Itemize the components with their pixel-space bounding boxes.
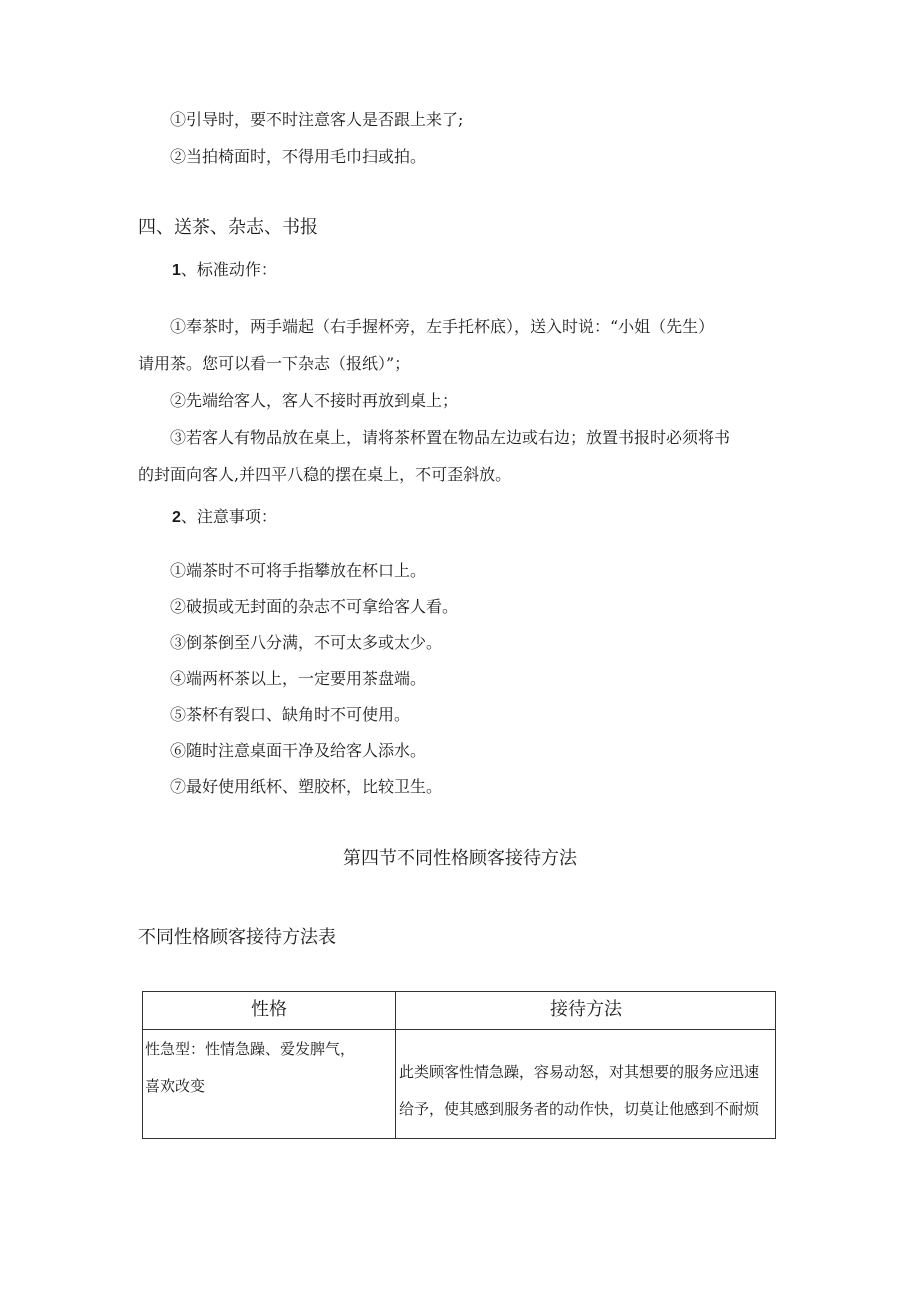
subheading-label: 、标准动作：	[180, 260, 277, 279]
section-title: 第四节不同性格顾客接待方法	[343, 848, 577, 869]
subheading-standard-actions	[172, 260, 277, 281]
guide-note-2: ②当拍椅面时，不得用毛巾扫或拍。	[170, 147, 427, 166]
standard-action-2: ②先端给客人，客人不接时再放到桌上；	[170, 391, 459, 410]
precaution-item: ⑦最好使用纸杯、塑胶杯，比较卫生。	[170, 777, 443, 796]
table-header-personality: 性格	[251, 999, 287, 1020]
subheading-label: 、注意事项：	[180, 507, 277, 526]
table-header-method: 接待方法	[550, 999, 622, 1020]
section-heading-tea: 四、送茶、杂志、书报	[138, 217, 318, 238]
table-cell-personality-line1: 性急型：性情急躁、爱发脾气，	[145, 1040, 356, 1058]
subheading-precautions	[172, 507, 277, 528]
precaution-item: ⑤茶杯有裂口、缺角时不可使用。	[170, 705, 411, 724]
precaution-item: ②破损或无封面的杂志不可拿给客人看。	[170, 597, 459, 616]
customer-personality-table	[142, 991, 776, 1139]
table-caption: 不同性格顾客接待方法表	[138, 927, 336, 948]
precaution-item: ⑥随时注意桌面干净及给客人添水。	[170, 741, 427, 760]
guide-note-1: ①引导时，要不时注意客人是否跟上来了;	[170, 110, 464, 129]
precaution-item: ③倒茶倒至八分满，不可太多或太少。	[170, 633, 443, 652]
table-header-divider	[143, 1029, 775, 1030]
standard-action-3-line2: 的封面向客人,并四平八稳的摆在桌上，不可歪斜放。	[138, 465, 512, 484]
precaution-item: ④端两杯茶以上，一定要用茶盘端。	[170, 669, 427, 688]
subheading-number: 1	[172, 262, 181, 279]
standard-action-1-line1: ①奉茶时，两手端起（右手握杯旁，左手托杯底），送入时说：“小姐（先生）	[170, 317, 715, 336]
standard-action-1-line2: 请用茶。您可以看一下杂志（报纸）”；	[138, 354, 411, 373]
precaution-item: ①端茶时不可将手指攀放在杯口上。	[170, 561, 427, 580]
table-cell-personality-line2: 喜欢改变	[145, 1077, 206, 1095]
table-cell-method-line2: 给予，使其感到服务者的动作快，切莫让他感到不耐烦	[399, 1100, 760, 1118]
standard-action-3-line1: ③若客人有物品放在桌上，请将茶杯置在物品左边或右边；放置书报时必须将书	[170, 428, 731, 447]
subheading-number: 2	[172, 509, 181, 526]
table-cell-method-line1: 此类顾客性情急躁，容易动怒，对其想要的服务应迅速	[399, 1063, 760, 1081]
